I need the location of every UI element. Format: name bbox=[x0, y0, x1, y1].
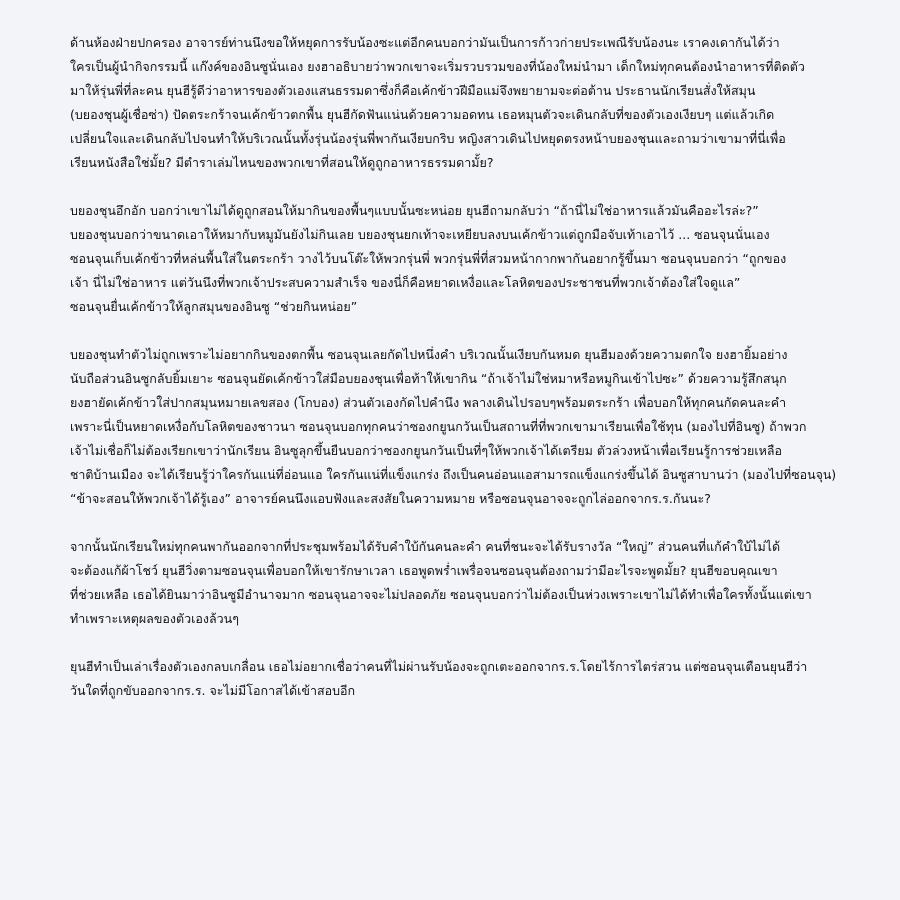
paragraph-3 bbox=[70, 343, 836, 511]
text-line: เปลี่ยนใจและเดินกลับไปจนทำให้บริเวณนั้นทั้งรุ่นน้องรุ่นพี่พากันเงียบกริบ หญิงสาวเดินไปหยุดตรงหน้าบยองชุนและถามว่าเขามาที่นี่เพื่อ bbox=[70, 131, 786, 146]
text-line: ซอนจุนยื่นเค้กข้าวให้ลูกสมุนของอินซู “ช่วยกินหน่อย” bbox=[70, 299, 358, 314]
paragraph-2 bbox=[70, 199, 836, 319]
text-line: วันใดที่ถูกขับออกจากร.ร. จะไม่มีโอกาสได้เข้าสอบอีก bbox=[70, 683, 356, 698]
text-line: เพราะนี่เป็นหยาดเหงื่อกับโลหิตของชาวนา ซอนจุนบอกทุกคนว่าซองกยูนกวันเป็นสถานที่ที่พวกเขามาเรียนเพื่อใช้ทุน (มองไปที่อินซู) ถ้าพวก bbox=[70, 419, 807, 434]
text-line: บยองชุนทำตัวไม่ถูกเพราะไม่อยากกินของตกพื้น ซอนจุนเลยกัดไปหนึ่งคำ บริเวณนั้นเงียบกันหมด ยุนฮีมองด้วยความตกใจ ยงฮายิ้มอย่าง bbox=[70, 347, 788, 362]
text-line: ยุนฮีทำเป็นเล่าเรื่องตัวเองกลบเกลื่อน เธอไม่อยากเชื่อว่าคนที่ไม่ผ่านรับน้องจะถูกเตะออกจากร.ร.โดยไร้การไตร่สวน แต่ซอนจุนเตือนยุนฮีว่า bbox=[70, 659, 808, 674]
text-line: จากนั้นนักเรียนใหม่ทุกคนพากันออกจากที่ประชุมพร้อมได้รับคำใบ้กันคนละคำ คนที่ชนะจะได้รับรางวัล “ใหญ่” ส่วนคนที่แก้คำใบ้ไม่ได้ bbox=[70, 539, 781, 554]
paragraph-1 bbox=[70, 31, 836, 175]
text-line: ด้านห้องฝ่ายปกครอง อาจารย์ท่านนึงขอให้หยุดการรับน้องซะแต่อีกคนบอกว่ามันเป็นการก้าวก่ายประเพณีรับน้องนะ เราคงเดากันได้ว่า bbox=[70, 35, 780, 50]
text-line: “ข้าจะสอนให้พวกเจ้าได้รู้เอง” อาจารย์คนนึงแอบฟังและสงสัยในความหมาย หรือซอนจุนอาจจะถูกไล่ออกจากร.ร.กันนะ? bbox=[70, 491, 711, 506]
text-line: บยองชุนอึกอัก บอกว่าเขาไม่ได้ดูถูกสอนให้มากินของพื้นๆแบบนั้นซะหน่อย ยุนฮีถามกลับว่า “ถ้านี่ไม่ใช่อาหารแล้วมันคืออะไรล่ะ?” bbox=[70, 203, 759, 218]
text-line: ใครเป็นผู้นำกิจกรรมนี้ แก๊งค์ของอินซูนั่นเอง ยงฮาอธิบายว่าพวกเขาจะเริ่มรวบรวมของที่น้องใหม่นำมา เด็กใหม่ทุกคนต้องนำอาหารที่ติดตัว bbox=[70, 59, 805, 74]
text-line: ยงฮายัดเค้กข้าวใส่ปากสมุนหมายเลขสอง (โกบอง) ส่วนตัวเองกัดไปคำนึง พลางเดินไปรอบๆพร้อมตระกร้า เพื่อบอกให้ทุกคนกัดคนละคำ bbox=[70, 395, 787, 410]
text-line: เจ้า นี่ไม่ใช่อาหาร แต่วันนึงที่พวกเจ้าประสบความสำเร็จ ของนี่ก็คือหยาดเหงื่อและโลหิตของประชาชนที่พวกเจ้าต้องใส่ใจดูแล” bbox=[70, 275, 741, 290]
article-body bbox=[70, 31, 836, 727]
text-line: ซอนจุนเก็บเค้กข้าวที่หล่นพื้นใส่ในตระกร้า วางไว้บนโต๊ะให้พวกรุ่นพี่ พวกรุ่นพี่ที่สวมหน้ากากพากันอยากรู้ขึ้นมา ซอนจุนบอกว่า “ถูกของ bbox=[70, 251, 787, 266]
text-line: ที่ช่วยเหลือ เธอได้ยินมาว่าอินซูมีอำนาจมาก ซอนจุนอาจจะไม่ปลอดภัย ซอนจุนบอกว่าไม่ต้องเป็นห่วงเพราะเขาไม่ได้ทำเพื่อใครทั้งนั้นแต่เขา bbox=[70, 587, 812, 602]
text-line: (บยองชุนผู้เชื่อซ่า) ปัดตระกร้าจนเค้กข้าวตกพื้น ยุนฮีกัดฟันแน่นด้วยความอดทน เธอหมุนตัวจะเดินกลับที่ของตัวเองเงียบๆ แต่แล้วเกิด bbox=[70, 107, 775, 122]
text-line: เจ้าไม่เชื่อก็ไม่ต้องเรียกเขาว่านักเรียน อินซูลุกขึ้นยืนบอกว่าซองกยูนกวันเป็นที่ๆให้พวกเจ้าได้เตรียม ตัวล่วงหน้าเพื่อเรียนรู้การช่วยเหลือ bbox=[70, 443, 783, 458]
text-line: จะต้องแก้ผ้าโชว์ ยุนฮีวิ่งตามซอนจุนเพื่อบอกให้เขารักษาเวลา เธอพูดพร่ำเพรื่อจนซอนจุนต้องถามว่ามีอะไรจะพูดมั้ย? ยุนฮีขอบคุณเขา bbox=[70, 563, 778, 578]
paragraph-5 bbox=[70, 655, 836, 703]
text-line: เรียนหนังสือใช่มั้ย? มีตำราเล่มไหนของพวกเขาที่สอนให้ดูถูกอาหารธรรมดามั้ย? bbox=[70, 155, 494, 170]
text-line: ชาติบ้านเมือง จะได้เรียนรู้ว่าใครกันแน่ที่อ่อนแอ ใครกันแน่ที่แข็งแกร่ง ถึงเป็นคนอ่อนแอสามารถแข็งแกร่งขึ้นได้ อินซูสาบานว่า (มองไปที่ซอนจุน) bbox=[70, 467, 837, 482]
text-line: บยองชุนบอกว่าขนาดเอาให้หมากับหมูมันยังไม่กินเลย บยองชุนยกเท้าจะเหยียบลงบนเค้กข้าวแต่ถูกมือจับเท้าเอาไว้ ... ซอนจุนนั่นเอง bbox=[70, 227, 770, 242]
text-line: ทำเพราะเหตุผลของตัวเองล้วนๆ bbox=[70, 611, 239, 626]
paragraph-4 bbox=[70, 535, 836, 631]
text-line: มาให้รุ่นพี่ที่ละคน ยุนฮีรู้ดีว่าอาหารของตัวเองแสนธรรมดาซึ่งก็คือเค้กข้าวฝีมือแม่จึงพยายามจะต่อต้าน ประธานนักเรียนสั่งให้สมุน bbox=[70, 83, 756, 98]
text-line: นับถือส่วนอินซูกลับยิ้มเยาะ ซอนจุนยัดเค้กข้าวใส่มือบยองชุนเพื่อท้าให้เขากิน “ถ้าเจ้าไม่ใช่หมาหรือหมูกินเข้าไปซะ” ด้วยความรู้สึกสนุก bbox=[70, 371, 787, 386]
